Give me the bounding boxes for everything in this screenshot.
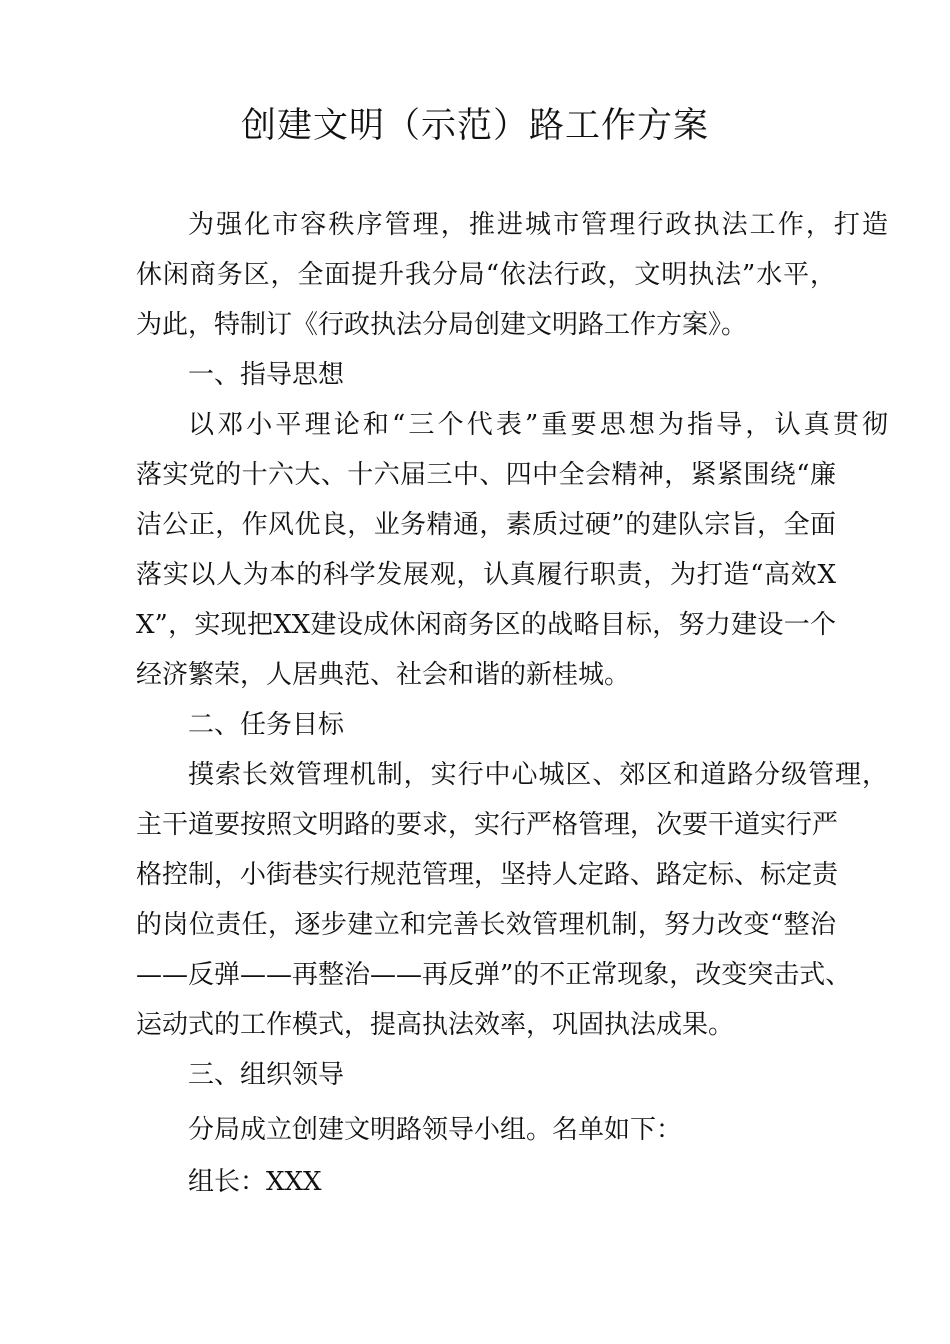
paragraph-line: 落实党的十六大、十六届三中、四中全会精神，紧紧围绕“廉 bbox=[136, 460, 836, 490]
section-heading: 一、指导思想 bbox=[188, 360, 345, 390]
paragraph-line: X”，实现把XX建设成休闲商务区的战略目标，努力建设一个 bbox=[136, 610, 836, 640]
paragraph-line: 格控制，小街巷实行规范管理，坚持人定路、路定标、标定责 bbox=[136, 860, 839, 890]
paragraph-line: 分局成立创建文明路领导小组。名单如下： bbox=[188, 1115, 683, 1145]
section-heading: 二、任务目标 bbox=[188, 710, 345, 740]
document-title: 创建文明（示范）路工作方案 bbox=[240, 106, 709, 146]
paragraph-line: 为强化市容秩序管理，推进城市管理行政执法工作，打造 bbox=[188, 210, 888, 240]
paragraph-line: 摸索长效管理机制，实行中心城区、郊区和道路分级管理， bbox=[188, 760, 888, 790]
paragraph-line: 主干道要按照文明路的要求，实行严格管理，次要干道实行严 bbox=[136, 810, 839, 840]
paragraph-line: 组长：XXX bbox=[188, 1167, 322, 1197]
paragraph-line: 洁公正，作风优良，业务精通，素质过硬”的建队宗旨，全面 bbox=[136, 510, 836, 540]
paragraph-line: 以邓小平理论和“三个代表”重要思想为指导，认真贯彻 bbox=[188, 410, 888, 440]
paragraph-line: 为此，特制订《行政执法分局创建文明路工作方案》。 bbox=[136, 310, 748, 340]
paragraph-line: ——反弹——再整治——再反弹”的不正常现象，改变突击式、 bbox=[136, 960, 852, 990]
section-heading: 三、组织领导 bbox=[188, 1060, 345, 1090]
paragraph-line: 的岗位责任，逐步建立和完善长效管理机制，努力改变“整治 bbox=[136, 910, 836, 940]
paragraph-line: 休闲商务区，全面提升我分局“依法行政，文明执法”水平， bbox=[136, 260, 836, 290]
paragraph-line: 落实以人为本的科学发展观，认真履行职责，为打造“高效X bbox=[136, 560, 836, 590]
paragraph-line: 运动式的工作模式，提高执法效率，巩固执法成果。 bbox=[136, 1010, 735, 1040]
paragraph-line: 经济繁荣，人居典范、社会和谐的新桂城。 bbox=[136, 660, 631, 690]
